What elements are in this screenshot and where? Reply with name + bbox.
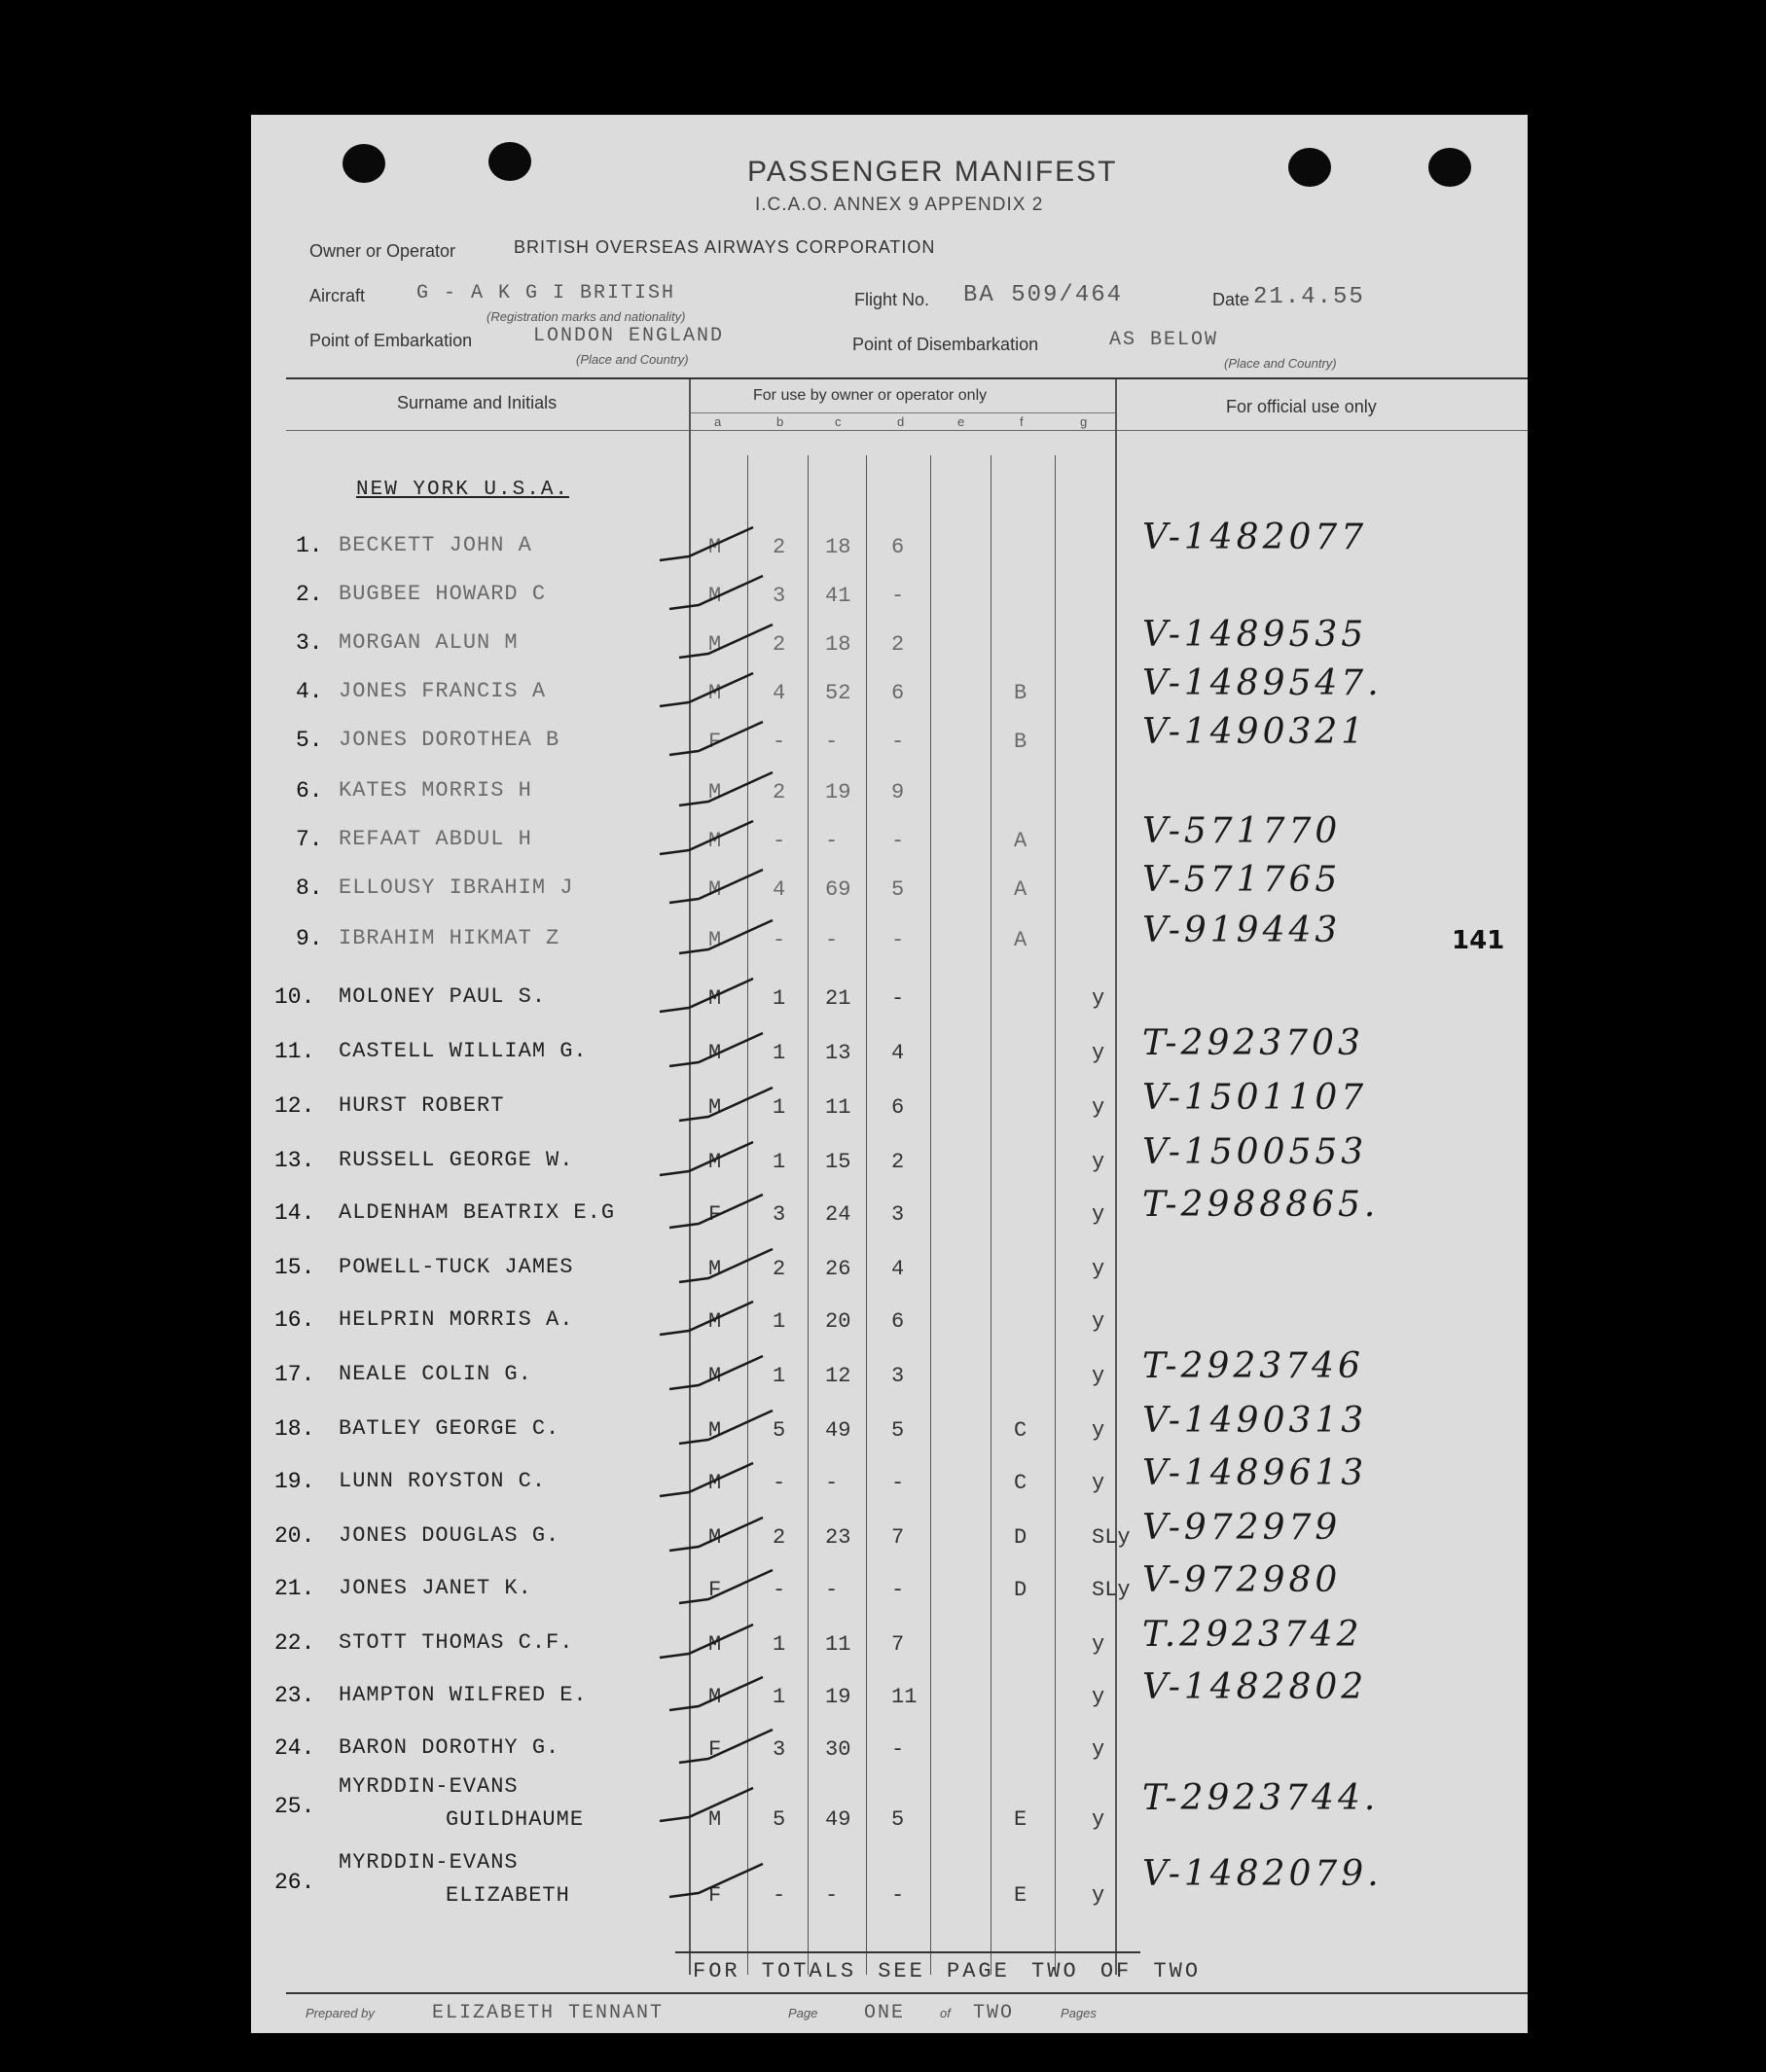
check-mark bbox=[660, 1788, 753, 1821]
col-sex: M bbox=[708, 986, 722, 1011]
col-g: y bbox=[1092, 1095, 1105, 1120]
row-number: 20. bbox=[274, 1523, 315, 1549]
col-c: 21 bbox=[825, 986, 851, 1011]
col-c: - bbox=[825, 1883, 839, 1908]
col-b: 2 bbox=[773, 535, 786, 559]
passenger-name: ELLOUSY IBRAHIM J bbox=[339, 875, 574, 900]
col-g: y bbox=[1092, 1737, 1105, 1762]
col-g: y bbox=[1092, 1807, 1105, 1832]
check-mark bbox=[679, 1730, 773, 1763]
row-number: 26. bbox=[274, 1870, 315, 1895]
col-d: 2 bbox=[891, 1150, 905, 1174]
official-number: T-2923744. bbox=[1142, 1778, 1380, 1818]
col-c: 13 bbox=[825, 1041, 851, 1065]
official-number: V-1489613 bbox=[1142, 1453, 1368, 1493]
col-b: 3 bbox=[773, 1202, 786, 1227]
row-number: 9. bbox=[296, 926, 323, 951]
embark-label: Point of Embarkation bbox=[309, 331, 473, 350]
passenger-name: REFAAT ABDUL H bbox=[339, 827, 532, 851]
check-mark bbox=[660, 821, 753, 854]
col-b: 2 bbox=[773, 780, 786, 804]
subcol-c: c bbox=[835, 414, 842, 429]
manifest-sheet bbox=[251, 115, 1528, 2033]
col-sex: M bbox=[708, 1041, 722, 1065]
official-number: V-571770 bbox=[1142, 811, 1342, 851]
official-number: T-2923746 bbox=[1142, 1346, 1364, 1386]
passenger-name: JONES JANET K. bbox=[339, 1576, 532, 1600]
col-g: y bbox=[1092, 1883, 1105, 1908]
official-number: V-1482802 bbox=[1142, 1667, 1368, 1707]
col-sex: F bbox=[708, 730, 722, 754]
col-c: 30 bbox=[825, 1737, 851, 1762]
pages-label: Pages bbox=[1061, 2006, 1097, 2020]
owner-label: Owner or Operator bbox=[309, 241, 456, 261]
col-c: 20 bbox=[825, 1309, 851, 1334]
col-b: 5 bbox=[773, 1418, 786, 1443]
col-g: y bbox=[1092, 1257, 1105, 1281]
col-b: 2 bbox=[773, 1257, 786, 1281]
col-c: 23 bbox=[825, 1525, 851, 1550]
row-number: 22. bbox=[274, 1630, 315, 1656]
col-g: y bbox=[1092, 1471, 1105, 1495]
flight-label: Flight No. bbox=[854, 290, 930, 309]
col-d: 6 bbox=[891, 1309, 905, 1334]
col-sex: M bbox=[708, 928, 722, 952]
col-g: SLy bbox=[1092, 1578, 1131, 1602]
col-f: D bbox=[1014, 1525, 1027, 1550]
col-b: - bbox=[773, 1578, 786, 1602]
col-c: 15 bbox=[825, 1150, 851, 1174]
official-number: V-571765 bbox=[1142, 860, 1342, 900]
col-f: B bbox=[1014, 730, 1027, 754]
passenger-name: HAMPTON WILFRED E. bbox=[339, 1683, 588, 1707]
col-sex: M bbox=[708, 1095, 722, 1120]
row-number: 17. bbox=[274, 1362, 315, 1387]
date-label: Date bbox=[1212, 290, 1250, 309]
row-number: 7. bbox=[296, 827, 323, 852]
embark-note: (Place and Country) bbox=[576, 352, 689, 367]
col-sex: M bbox=[708, 535, 722, 559]
col-d: - bbox=[891, 829, 905, 853]
official-number: V-1489547. bbox=[1142, 663, 1383, 703]
row-number: 23. bbox=[274, 1683, 315, 1708]
col-sex: M bbox=[708, 1309, 722, 1334]
check-marks-layer bbox=[251, 115, 1528, 2033]
col-sex: M bbox=[708, 1418, 722, 1443]
col-d: 2 bbox=[891, 632, 905, 657]
check-mark bbox=[679, 1570, 773, 1603]
check-mark bbox=[679, 1411, 773, 1444]
passenger-name: MORGAN ALUN M bbox=[339, 630, 519, 655]
check-mark bbox=[660, 527, 753, 560]
col-c: 19 bbox=[825, 780, 851, 804]
col-b: 1 bbox=[773, 986, 786, 1011]
subcol-f: f bbox=[1020, 414, 1024, 429]
official-number: V-972979 bbox=[1142, 1508, 1342, 1548]
col-d: 7 bbox=[891, 1632, 905, 1657]
embark-value: LONDON ENGLAND bbox=[533, 325, 725, 347]
passenger-name: MOLONEY PAUL S. bbox=[339, 984, 547, 1009]
destination-heading: NEW YORK U.S.A. bbox=[356, 479, 570, 501]
col-sex: M bbox=[708, 1364, 722, 1388]
col-d: - bbox=[891, 584, 905, 608]
official-number: T-2923703 bbox=[1142, 1023, 1364, 1063]
col-g: y bbox=[1092, 1309, 1105, 1334]
check-mark bbox=[669, 870, 763, 903]
passenger-name: BUGBEE HOWARD C bbox=[339, 582, 547, 606]
col-sex: M bbox=[708, 829, 722, 853]
col-c: - bbox=[825, 730, 839, 754]
col-c: 41 bbox=[825, 584, 851, 608]
row-number: 8. bbox=[296, 875, 323, 901]
col-g: y bbox=[1092, 1150, 1105, 1174]
page-value: ONE bbox=[864, 2002, 906, 2024]
col-b: 1 bbox=[773, 1309, 786, 1334]
col-b: 1 bbox=[773, 1041, 786, 1065]
check-mark bbox=[679, 920, 773, 953]
passenger-name: NEALE COLIN G. bbox=[339, 1362, 532, 1386]
passenger-name: STOTT THOMAS C.F. bbox=[339, 1630, 574, 1655]
passenger-name: BARON DOROTHY G. bbox=[339, 1735, 560, 1760]
passenger-name: MYRDDIN-EVANS bbox=[339, 1774, 519, 1799]
row-number: 16. bbox=[274, 1307, 315, 1333]
col-sex: F bbox=[708, 1578, 722, 1602]
official-number: V-1490321 bbox=[1142, 712, 1368, 752]
col-c: 18 bbox=[825, 632, 851, 657]
col-b: 1 bbox=[773, 1095, 786, 1120]
col-c: 18 bbox=[825, 535, 851, 559]
row-number: 4. bbox=[296, 679, 323, 704]
check-mark bbox=[660, 1142, 753, 1175]
col-b: 3 bbox=[773, 584, 786, 608]
col-c: 19 bbox=[825, 1685, 851, 1709]
row-number: 12. bbox=[274, 1093, 315, 1119]
col-f: A bbox=[1014, 829, 1027, 853]
col-d: - bbox=[891, 1883, 905, 1908]
col-b: 4 bbox=[773, 877, 786, 902]
col-f: E bbox=[1014, 1883, 1027, 1908]
passenger-name: KATES MORRIS H bbox=[339, 778, 532, 803]
passenger-name: HURST ROBERT bbox=[339, 1093, 505, 1118]
check-mark bbox=[669, 1033, 763, 1066]
passenger-name: RUSSELL GEORGE W. bbox=[339, 1148, 574, 1172]
row-number: 15. bbox=[274, 1255, 315, 1280]
check-mark bbox=[669, 576, 763, 609]
col-c: 24 bbox=[825, 1202, 851, 1227]
col-g: y bbox=[1092, 1418, 1105, 1443]
col-c: 49 bbox=[825, 1807, 851, 1832]
col-d: 9 bbox=[891, 780, 905, 804]
col-g: y bbox=[1092, 1364, 1105, 1388]
col-f: A bbox=[1014, 928, 1027, 952]
prepared-value: ELIZABETH TENNANT bbox=[432, 2002, 665, 2024]
col-d: 3 bbox=[891, 1202, 905, 1227]
col-sex: F bbox=[708, 1737, 722, 1762]
row-number: 24. bbox=[274, 1735, 315, 1761]
row-number: 5. bbox=[296, 728, 323, 753]
passenger-name: HELPRIN MORRIS A. bbox=[339, 1307, 574, 1332]
col-d: 4 bbox=[891, 1041, 905, 1065]
col-b: 2 bbox=[773, 1525, 786, 1550]
official-number: V-1490313 bbox=[1142, 1401, 1368, 1441]
col-sex: M bbox=[708, 877, 722, 902]
header-operator: For use by owner or operator only bbox=[753, 387, 988, 404]
col-d: - bbox=[891, 986, 905, 1011]
col-b: - bbox=[773, 1471, 786, 1495]
passenger-name-line2: GUILDHAUME bbox=[446, 1807, 585, 1832]
col-sex: M bbox=[708, 780, 722, 804]
col-b: - bbox=[773, 1883, 786, 1908]
col-c: 11 bbox=[825, 1095, 851, 1120]
col-d: 7 bbox=[891, 1525, 905, 1550]
official-number: V-1501107 bbox=[1142, 1078, 1368, 1118]
passenger-name: JONES FRANCIS A bbox=[339, 679, 547, 703]
col-sex: F bbox=[708, 1883, 722, 1908]
col-sex: M bbox=[708, 1525, 722, 1550]
col-b: 1 bbox=[773, 1364, 786, 1388]
official-number: V-1482079. bbox=[1142, 1854, 1383, 1894]
subcol-e: e bbox=[957, 414, 965, 429]
check-mark bbox=[669, 1195, 763, 1228]
disembark-note: (Place and Country) bbox=[1224, 356, 1337, 371]
col-b: 4 bbox=[773, 681, 786, 705]
header-official: For official use only bbox=[1226, 397, 1377, 416]
flight-value: BA 509/464 bbox=[963, 282, 1124, 308]
check-mark bbox=[679, 625, 773, 658]
aircraft-value: G - A K G I BRITISH bbox=[416, 282, 676, 304]
official-number: V-1489535 bbox=[1142, 615, 1368, 655]
col-d: - bbox=[891, 928, 905, 952]
col-d: 6 bbox=[891, 681, 905, 705]
row-number: 13. bbox=[274, 1148, 315, 1173]
row-number: 10. bbox=[274, 984, 315, 1010]
row-number: 6. bbox=[296, 778, 323, 804]
col-f: A bbox=[1014, 877, 1027, 902]
col-c: 11 bbox=[825, 1632, 851, 1657]
col-d: 4 bbox=[891, 1257, 905, 1281]
check-mark bbox=[660, 673, 753, 706]
col-d: - bbox=[891, 1578, 905, 1602]
official-number: V-919443 bbox=[1142, 911, 1342, 950]
col-g: y bbox=[1092, 1632, 1105, 1657]
col-b: 1 bbox=[773, 1150, 786, 1174]
col-d: 3 bbox=[891, 1364, 905, 1388]
col-d: 5 bbox=[891, 1807, 905, 1832]
passenger-name: ALDENHAM BEATRIX E.G bbox=[339, 1200, 616, 1225]
subcol-d: d bbox=[897, 414, 905, 429]
col-sex: M bbox=[708, 1807, 722, 1832]
official-number: V-1500553 bbox=[1142, 1132, 1368, 1172]
of-label: of bbox=[940, 2006, 951, 2020]
disembark-label: Point of Disembarkation bbox=[852, 335, 1039, 354]
col-b: 3 bbox=[773, 1737, 786, 1762]
col-g: y bbox=[1092, 1041, 1105, 1065]
check-mark bbox=[669, 1518, 763, 1551]
col-sex: M bbox=[708, 584, 722, 608]
prepared-label: Prepared by bbox=[306, 2006, 375, 2020]
col-g: y bbox=[1092, 1202, 1105, 1227]
col-f: C bbox=[1014, 1418, 1027, 1443]
col-d: 11 bbox=[891, 1685, 918, 1709]
row-number: 21. bbox=[274, 1576, 315, 1601]
col-c: - bbox=[825, 928, 839, 952]
row-number: 14. bbox=[274, 1200, 315, 1226]
official-number: V-972980 bbox=[1142, 1560, 1342, 1600]
passenger-name: JONES DOROTHEA B bbox=[339, 728, 560, 752]
passenger-name: IBRAHIM HIKMAT Z bbox=[339, 926, 560, 950]
of-value: TWO bbox=[973, 2002, 1015, 2024]
col-d: 6 bbox=[891, 1095, 905, 1120]
col-f: E bbox=[1014, 1807, 1027, 1832]
col-c: 49 bbox=[825, 1418, 851, 1443]
date-value: 21.4.55 bbox=[1253, 284, 1365, 310]
row-number: 19. bbox=[274, 1469, 315, 1494]
col-f: D bbox=[1014, 1578, 1027, 1602]
subcol-a: a bbox=[714, 414, 722, 429]
passenger-name-line2: ELIZABETH bbox=[446, 1883, 570, 1908]
row-number: 18. bbox=[274, 1416, 315, 1442]
col-g: SLy bbox=[1092, 1525, 1131, 1550]
passenger-name: CASTELL WILLIAM G. bbox=[339, 1039, 588, 1063]
col-c: 12 bbox=[825, 1364, 851, 1388]
col-d: - bbox=[891, 1471, 905, 1495]
check-mark bbox=[660, 1302, 753, 1335]
check-mark bbox=[660, 979, 753, 1012]
col-c: 26 bbox=[825, 1257, 851, 1281]
col-b: 2 bbox=[773, 632, 786, 657]
col-f: C bbox=[1014, 1471, 1027, 1495]
col-sex: F bbox=[708, 1202, 722, 1227]
subcol-g: g bbox=[1080, 414, 1088, 429]
col-sex: M bbox=[708, 1471, 722, 1495]
aircraft-note: (Registration marks and nationality) bbox=[487, 309, 686, 324]
col-c: 69 bbox=[825, 877, 851, 902]
row-number: 11. bbox=[274, 1039, 315, 1064]
col-c: - bbox=[825, 1471, 839, 1495]
check-mark bbox=[660, 1625, 753, 1658]
aircraft-label: Aircraft bbox=[309, 286, 366, 305]
col-sex: M bbox=[708, 632, 722, 657]
passenger-name: BATLEY GEORGE C. bbox=[339, 1416, 560, 1441]
col-d: - bbox=[891, 730, 905, 754]
passenger-name: LUNN ROYSTON C. bbox=[339, 1469, 547, 1493]
header-surname: Surname and Initials bbox=[397, 393, 558, 412]
page-label: Page bbox=[788, 2006, 818, 2020]
official-number: T.2923742 bbox=[1142, 1615, 1363, 1655]
row-number: 1. bbox=[296, 533, 323, 558]
check-mark bbox=[660, 1463, 753, 1496]
footer-rule bbox=[286, 1992, 1528, 1994]
passenger-name: JONES DOUGLAS G. bbox=[339, 1523, 560, 1548]
check-mark bbox=[669, 1677, 763, 1710]
col-b: - bbox=[773, 730, 786, 754]
col-c: 52 bbox=[825, 681, 851, 705]
col-g: y bbox=[1092, 986, 1105, 1011]
col-b: - bbox=[773, 928, 786, 952]
form-title: PASSENGER MANIFEST bbox=[747, 156, 1118, 188]
col-f: B bbox=[1014, 681, 1027, 705]
col-sex: M bbox=[708, 1685, 722, 1709]
row-number: 2. bbox=[296, 582, 323, 607]
col-d: 6 bbox=[891, 535, 905, 559]
col-sex: M bbox=[708, 1257, 722, 1281]
col-b: 1 bbox=[773, 1685, 786, 1709]
col-sex: M bbox=[708, 681, 722, 705]
totals-line: FOR TOTALS SEE PAGE TWO OF TWO bbox=[693, 1959, 1202, 1983]
check-mark bbox=[669, 1356, 763, 1389]
col-g: y bbox=[1092, 1685, 1105, 1709]
col-c: - bbox=[825, 829, 839, 853]
check-mark bbox=[669, 722, 763, 755]
col-sex: M bbox=[708, 1150, 722, 1174]
page-mark: 141 bbox=[1452, 926, 1505, 955]
col-b: 5 bbox=[773, 1807, 786, 1832]
col-b: - bbox=[773, 829, 786, 853]
col-d: 5 bbox=[891, 877, 905, 902]
col-d: 5 bbox=[891, 1418, 905, 1443]
passenger-name: BECKETT JOHN A bbox=[339, 533, 532, 557]
check-mark bbox=[679, 772, 773, 805]
form-subtitle: I.C.A.O. ANNEX 9 APPENDIX 2 bbox=[755, 195, 1044, 215]
check-mark bbox=[669, 1864, 763, 1897]
row-number: 25. bbox=[274, 1794, 315, 1819]
subcol-b: b bbox=[776, 414, 784, 429]
official-number: T-2988865. bbox=[1142, 1185, 1380, 1225]
totals-top-rule bbox=[675, 1951, 1140, 1953]
passenger-name: MYRDDIN-EVANS bbox=[339, 1850, 519, 1875]
official-number: V-1482077 bbox=[1142, 518, 1368, 557]
col-d: - bbox=[891, 1737, 905, 1762]
owner-value: BRITISH OVERSEAS AIRWAYS CORPORATION bbox=[514, 237, 936, 257]
check-mark bbox=[679, 1088, 773, 1121]
passenger-name: POWELL-TUCK JAMES bbox=[339, 1255, 574, 1279]
check-mark bbox=[679, 1249, 773, 1282]
col-c: - bbox=[825, 1578, 839, 1602]
col-b: 1 bbox=[773, 1632, 786, 1657]
disembark-value: AS BELOW bbox=[1109, 329, 1219, 351]
row-number: 3. bbox=[296, 630, 323, 656]
col-sex: M bbox=[708, 1632, 722, 1657]
